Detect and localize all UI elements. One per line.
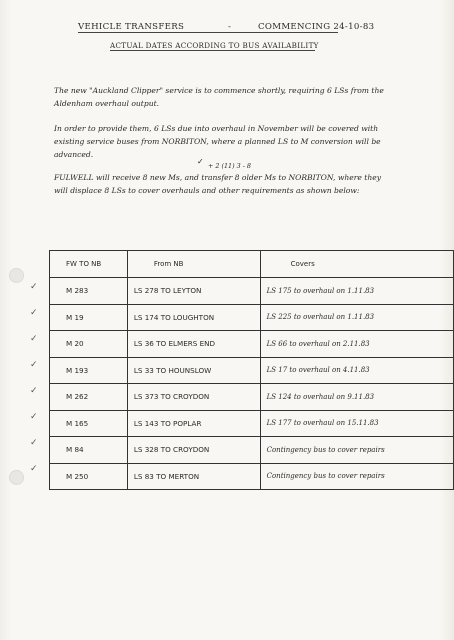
punch-hole — [9, 268, 24, 283]
paragraph-fulwell-transfer: FULWELL will receive 8 new Ms, and transfer 8 older Ms to NORBITON, where they will displace 8 LSs to cover overhauls and other requirements as shown below: — [54, 173, 382, 195]
punch-hole — [9, 470, 24, 485]
cell-from: LS 174 TO LOUGHTON — [127, 304, 260, 331]
table-row — [50, 463, 454, 490]
paragraph-clipper-service: The new "Auckland Clipper" service is to commence shortly, requiring 6 LSs from the Aldenham overhaul output. — [54, 86, 384, 108]
check-mark-icon: ✓ — [30, 464, 38, 474]
paragraph-overhaul-cover: In order to provide them, 6 LSs due into overhaul in November will be covered with existing service buses from NORBITON, where a planned LS to M conversion will be advanced. — [54, 124, 381, 159]
check-mark-icon: ✓ — [30, 412, 38, 422]
cell-covers: Contingency bus to cover repairs — [260, 463, 453, 490]
table-row — [50, 357, 454, 384]
cell-fw: M 84 — [50, 437, 128, 464]
table-header-row — [50, 251, 454, 278]
cell-fw: M 165 — [50, 410, 128, 437]
title-dash: - — [228, 22, 232, 32]
cell-fw: M 20 — [50, 331, 128, 358]
cell-covers: LS 17 to overhaul on 4.11.83 — [260, 357, 453, 384]
handwritten-margin-note: + 2 (11) 3 - 8 — [208, 162, 251, 170]
cell-fw: M 262 — [50, 384, 128, 411]
cell-from: LS 36 TO ELMERS END — [127, 331, 260, 358]
header-covers: Covers — [260, 251, 453, 278]
table-row — [50, 304, 454, 331]
table-row — [50, 437, 454, 464]
cell-covers: LS 225 to overhaul on 1.11.83 — [260, 304, 453, 331]
commencing-date: COMMENCING 24-10-83 — [258, 22, 375, 32]
header-from-nb: From NB — [127, 251, 260, 278]
transfer-table — [49, 250, 454, 490]
cell-covers: LS 177 to overhaul on 15.11.83 — [260, 410, 453, 437]
cell-from: LS 373 TO CROYDON — [127, 384, 260, 411]
cell-fw: M 19 — [50, 304, 128, 331]
check-mark-icon: ✓ — [30, 308, 38, 318]
tick-mark: ✓ — [197, 157, 204, 166]
cell-covers: LS 175 to overhaul on 1.11.83 — [260, 278, 453, 305]
table-row — [50, 384, 454, 411]
cell-fw: M 283 — [50, 278, 128, 305]
document-subtitle: ACTUAL DATES ACCORDING TO BUS AVAILABILITY — [110, 41, 319, 50]
document-title — [78, 22, 375, 33]
cell-fw: M 193 — [50, 357, 128, 384]
table-row — [50, 410, 454, 437]
table-row — [50, 278, 454, 305]
check-mark-icon: ✓ — [30, 334, 38, 344]
check-mark-icon: ✓ — [30, 360, 38, 370]
cell-from: LS 33 TO HOUNSLOW — [127, 357, 260, 384]
cell-fw: M 250 — [50, 463, 128, 490]
header-fw-to-nb: FW TO NB — [50, 251, 128, 278]
cell-from: LS 143 TO POPLAR — [127, 410, 260, 437]
table-row — [50, 331, 454, 358]
check-mark-icon: ✓ — [30, 386, 38, 396]
cell-from: LS 328 TO CROYDON — [127, 437, 260, 464]
check-mark-icon: ✓ — [30, 438, 38, 448]
title-text: VEHICLE TRANSFERS — [78, 22, 185, 32]
check-mark-icon: ✓ — [30, 282, 38, 292]
cell-from: LS 278 TO LEYTON — [127, 278, 260, 305]
cell-covers: Contingency bus to cover repairs — [260, 437, 453, 464]
cell-covers: LS 124 to overhaul on 9.11.83 — [260, 384, 453, 411]
cell-covers: LS 66 to overhaul on 2.11.83 — [260, 331, 453, 358]
cell-from: LS 83 TO MERTON — [127, 463, 260, 490]
